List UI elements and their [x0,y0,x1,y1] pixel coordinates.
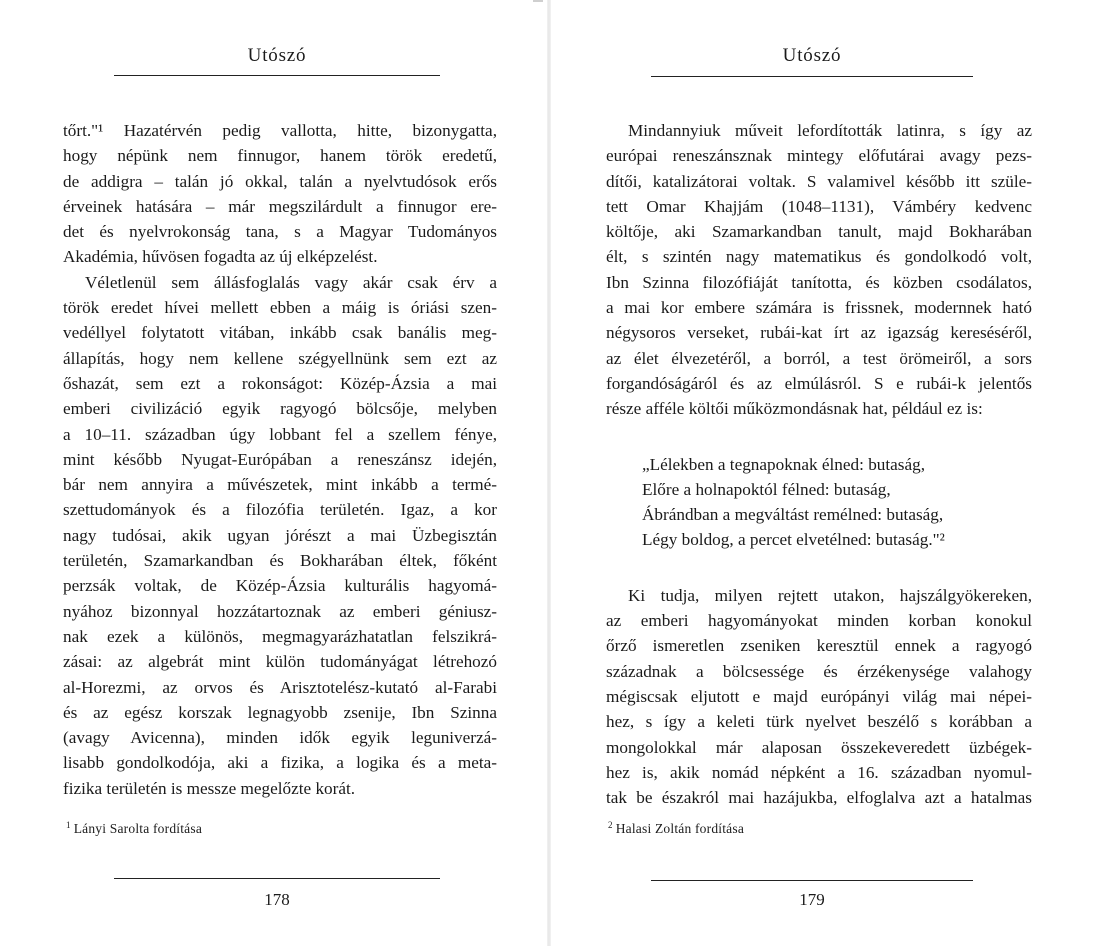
footnote-mark: 1 [66,820,71,830]
text-line: emberi civilizáció egyik ragyogó bölcsője, melyben [63,399,497,419]
text-line: része afféle költői műközmondásnak hat, például ez is: [606,399,983,419]
page-number: 178 [264,890,290,909]
stanza-gap [606,422,1032,452]
text-line: őrző ismeretlen zseniken keresztül ennek a ragyogó [606,636,1032,656]
body-text [63,118,497,801]
text-line: európai reneszánsznak mintegy előfutárai avagy pezs- [606,146,1032,166]
text-line: tőrt."¹ Hazatérvén pedig vallotta, hitte, bizonygatta, [63,121,497,140]
text-line: zásai: az algebrát mint külön tudományágat létrehozó [63,652,497,672]
text-line: érveinek hatására – már megszilárdult a finnugor ere- [63,196,497,216]
text-line: mint később Nyugat-Európában a reneszánsz idején, [63,449,497,469]
text-line: al-Horezmi, az orvos és Arisztotelész-kutató al-Farabi [63,677,497,697]
text-line: az élet élvezetéről, a borról, a test örömeiről, a sors [606,348,1032,368]
text-line: a mai kor embere számára is frissnek, modernnek ható [606,298,1032,318]
running-head: Utószó [247,45,307,66]
text-line: fizika területén is messze megelőzte korát. [63,778,356,798]
body-text [606,118,1032,810]
text-line: lisabb gondolkodója, aki a fizika, a logika és a meta- [63,753,497,773]
text-line: tak be északról mai hazájukba, elfoglalva azt a hatalmas [606,788,1032,808]
text-line: hez, s így a keleti türk nyelvet beszélő s korábban a [606,712,1032,732]
left-page [0,0,548,946]
text-line: Akadémia, hűvösen fogadta az új elképzelést. [63,247,378,267]
footer-rule [651,880,973,881]
text-line: tett Omar Khajjám (1048–1131), Vámbéry kedvenc [606,196,1032,216]
text-line: forgandóságáról és az elmúlásról. S e rubái-k jelentős [606,373,1032,393]
footnote-mark: 2 [608,820,613,830]
text-line: négysoros verseket, rubái-kat írt az igazság kereséséről, [606,323,1032,343]
text-line: perzsák voltak, de Közép-Ázsia kulturális hagyomá- [63,576,497,596]
text-line: vedéllyel folytatott vitában, inkább csak banális meg- [63,323,497,343]
footnote [608,820,744,837]
verse-line: Előre a holnapoktól félned: butaság, [642,479,891,499]
text-line: mongolokkal már alaposan összekeveredett üzbégek- [606,737,1032,757]
header-rule [114,75,440,76]
stanza-gap [606,553,1032,583]
verse-line: Ábrándban a megváltást remélned: butaság, [642,505,944,525]
verse-line: Légy boldog, a percet elvetélned: butaság."² [642,530,945,550]
text-line: az emberi hagyományokat minden korban konokul [606,611,1032,631]
text-line: állapítás, hogy nem kellene szégyellnünk sem ezt az [63,348,497,368]
text-line: Mindannyiuk műveit lefordították latinra, s így az [628,121,1032,140]
text-line: Véletlenül sem állásfoglalás vagy akár csak érv a [85,272,497,292]
footnote [66,820,202,837]
footer-rule [114,878,440,879]
text-line: költője, aki Szamarkandban tanult, majd Bokharában [606,222,1032,242]
text-line: századnak a bölcsessége és érzékenysége valahogy [606,661,1032,681]
running-head: Utószó [782,45,842,66]
text-line: bár nem annyira a művészetek, mint inkább a termé- [63,475,497,495]
header-rule [651,76,973,77]
text-line: Ki tudja, milyen rejtett utakon, hajszálgyökereken, [628,585,1032,605]
text-line: dítői, katalizátorai voltak. S valamivel később itt szüle- [606,171,1032,191]
text-line: nak ezek a különös, megmagyarázhatatlan felszikrá- [63,626,497,646]
text-line: (avagy Avicenna), minden idők egyik leguniverzá- [63,728,497,748]
text-line: és az egész korszak legnagyobb zsenije, Ibn Szinna [63,702,497,722]
text-line: hez is, akik nomád népként a 16. században nyomul- [606,762,1032,782]
verse-line: „Lélekben a tegnapoknak élned: butaság, [642,454,925,474]
text-line: mégiscsak eljutott e majd európányi világ mai népei- [606,686,1032,706]
text-line: de addigra – talán jó okkal, talán a nyelvtudósok erős [63,171,497,191]
text-line: őshazát, sem ezt a rokonságot: Közép-Ázsia a mai [63,373,497,393]
text-line: a 10–11. században úgy lobbant fel a szellem fénye, [63,424,497,444]
text-line: Ibn Szinna filozófiáját tanította, és közben csodálatos, [606,272,1032,292]
text-line: nagy tudósai, akik ugyan jórészt a mai Üzbegisztán [63,525,497,545]
text-line: élt, s szintén nagy matematikus és gondolkodó volt, [606,247,1032,267]
text-line: det és nyelvrokonság tana, s a Magyar Tudományos [63,222,497,242]
page-number: 179 [799,890,825,909]
footnote-text: Lányi Sarolta fordítása [73,821,203,836]
right-page [552,0,1099,946]
text-line: szettudományok és a filozófia területén. Igaz, a kor [63,500,497,520]
footnote-text: Halasi Zoltán fordítása [615,821,745,836]
text-line: hogy népünk nem finnugor, hanem török eredetű, [63,146,497,166]
text-line: területén, Szamarkandban és Bokharában éltek, főként [63,551,497,571]
text-line: török eredet hívei mellett ebben a máig is óriási szen- [63,298,497,318]
text-line: nyához bizonnyal hozzátartoznak az emberi géniusz- [63,601,497,621]
